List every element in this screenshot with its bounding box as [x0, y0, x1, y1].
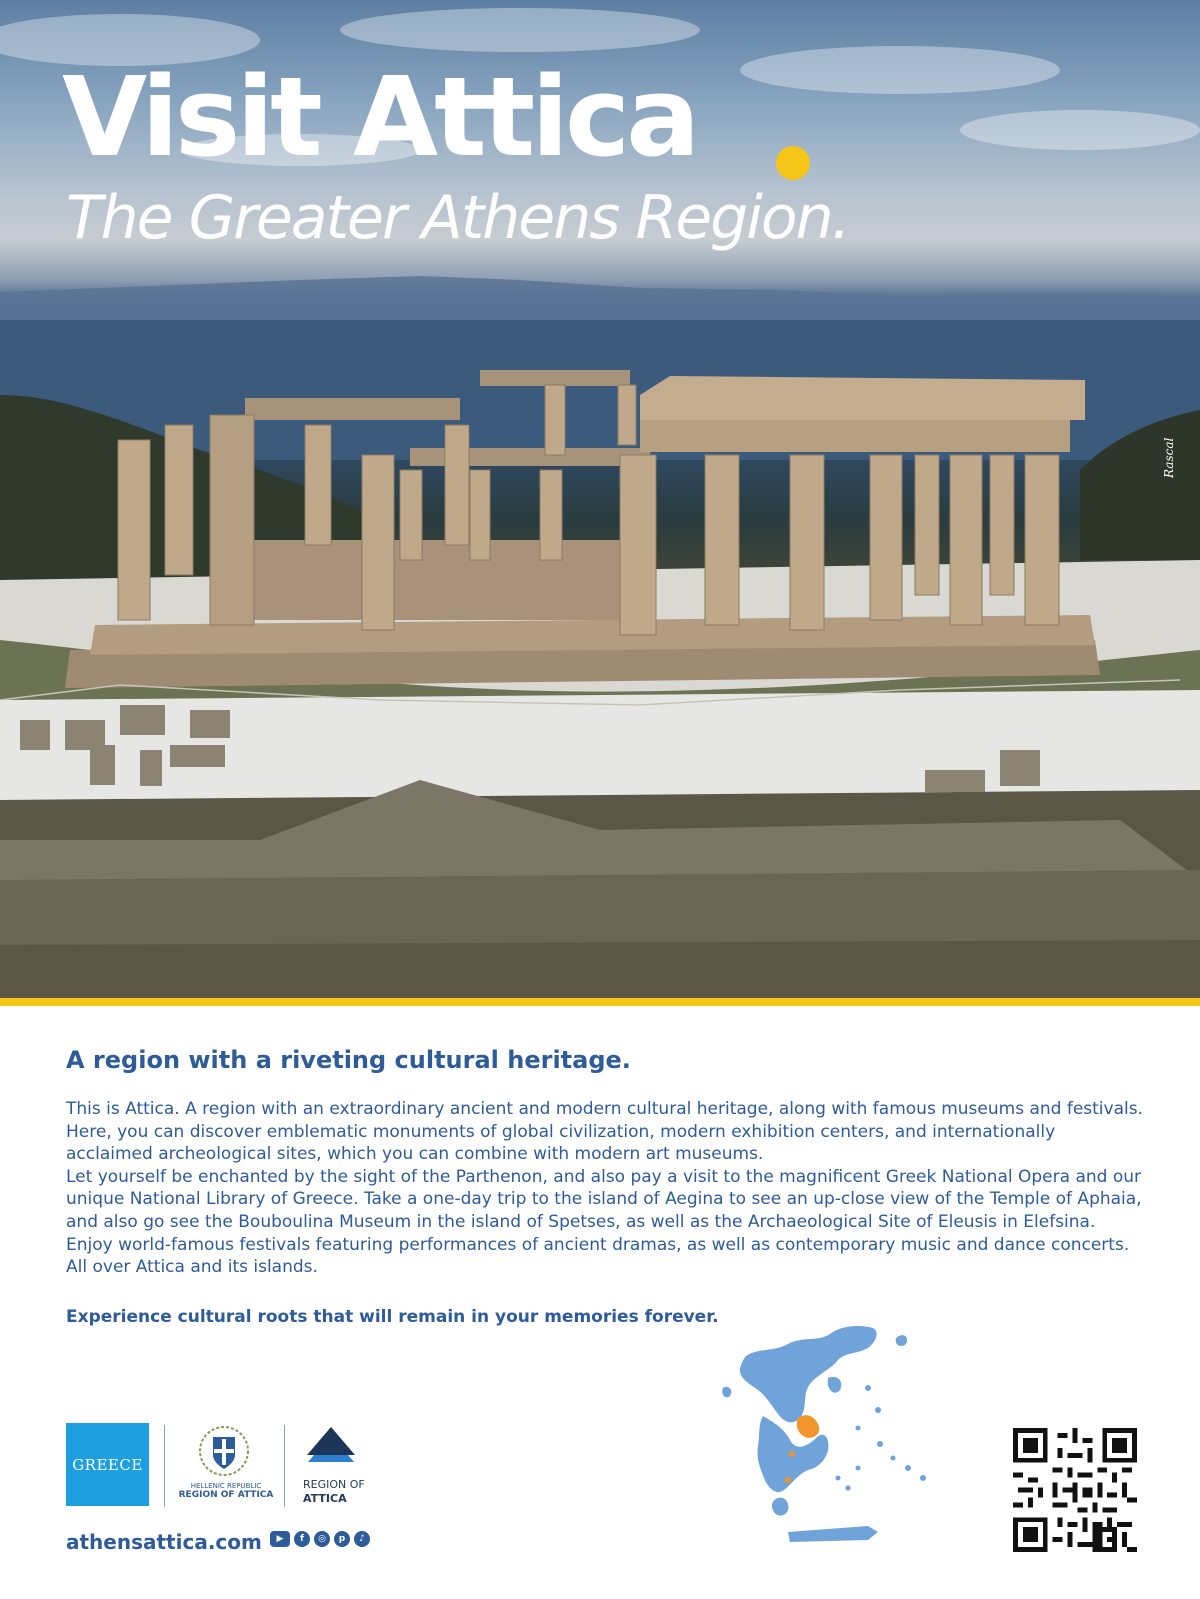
hero-title: Visit Attica — [62, 53, 697, 181]
body-text — [66, 1098, 1146, 1279]
website-link[interactable]: athensattica.com — [66, 1530, 262, 1554]
attica-triangle-icon — [306, 1425, 356, 1465]
pinterest-icon[interactable]: p — [334, 1531, 350, 1547]
body-paragraph: Let yourself be enchanted by the sight of the Parthenon, and also pay a visit to the magnificent Greek National Opera and our unique National Library of Greece. Take a one-day trip to the island of Aegina to see an up-close view of the Temple of Aphaia, and also go see the Bouboulina Museum in the island of Spetses, as well as the Archaeological Site of Eleusis in Elefsina. Enjoy world-famous festivals featuring performances of ancient dramas, as well as contemporary music and dance concerts. All over Attica and its islands. — [66, 1166, 1142, 1278]
tiktok-icon[interactable]: ♪ — [354, 1531, 370, 1547]
accent-rule — [0, 998, 1200, 1006]
hero-subtitle: The Greater Athens Region. — [66, 183, 849, 253]
hellenic-emblem-icon — [198, 1425, 250, 1477]
facebook-icon[interactable]: f — [294, 1531, 310, 1547]
greece-map — [718, 1318, 958, 1558]
title-dot — [776, 146, 810, 180]
attica-logo-line2: ATTICA — [303, 1492, 347, 1505]
qr-code[interactable] — [1013, 1428, 1137, 1552]
photo-credit: Rascal — [1162, 437, 1176, 478]
greece-logo — [66, 1423, 149, 1506]
instagram-icon[interactable]: ◎ — [314, 1531, 330, 1547]
social-icons — [270, 1531, 370, 1547]
greece-logo-text: GREECE — [72, 1455, 143, 1474]
youtube-icon[interactable]: ▶ — [270, 1531, 290, 1547]
hellenic-republic-label: HELLENIC REPUBLIC — [190, 1482, 262, 1490]
logo-divider — [164, 1425, 165, 1507]
attica-logo-line1: REGION OF — [303, 1478, 365, 1491]
tagline: Experience cultural roots that will remain in your memories forever. — [66, 1307, 719, 1327]
section-heading: A region with a riveting cultural heritage. — [66, 1046, 631, 1074]
logo-divider — [284, 1425, 285, 1507]
body-paragraph: This is Attica. A region with an extraordinary ancient and modern cultural heritage, along with famous museums and festivals. Here, you can discover emblematic monuments of global civilization, modern exhibition centers, and internationally acclaimed archeological sites, which you can combine with modern art museums. — [66, 1099, 1143, 1165]
region-of-attica-label: REGION OF ATTICA — [178, 1490, 274, 1500]
